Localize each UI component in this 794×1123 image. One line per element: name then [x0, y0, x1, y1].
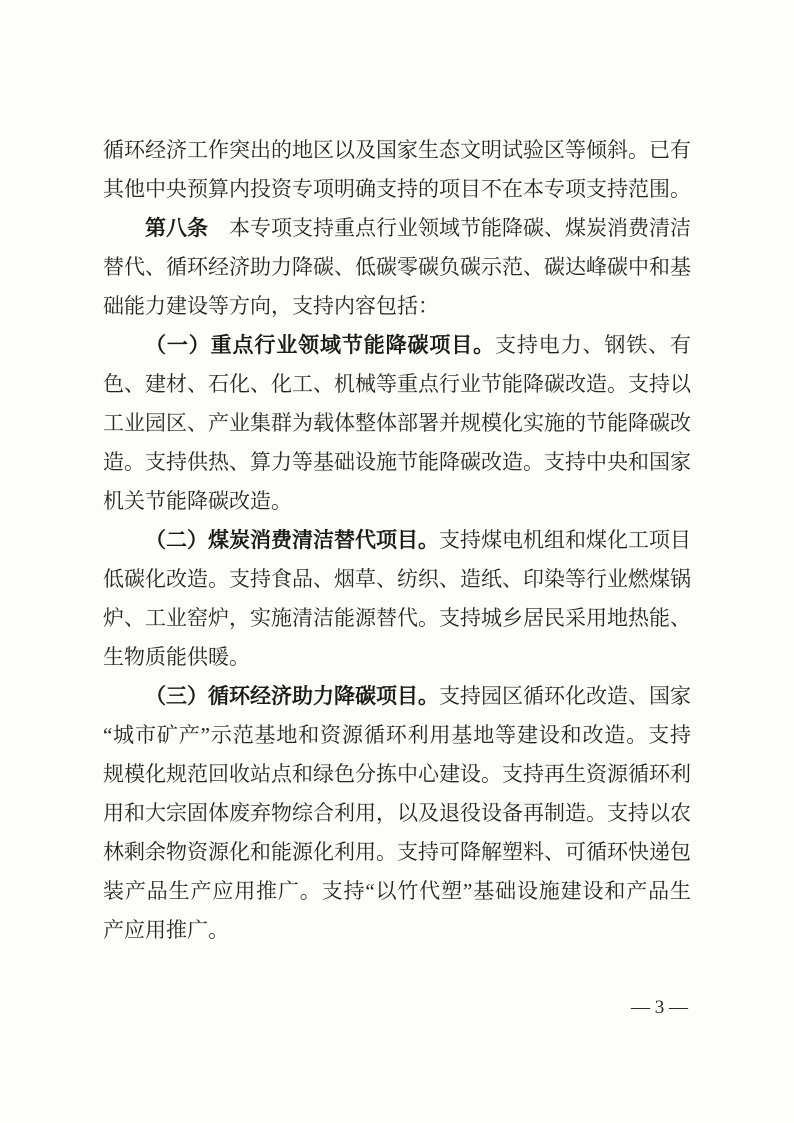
text-run: “城市矿产”示范基地和资源循环利用基地等建设和改造。支持 — [103, 723, 691, 747]
text-line — [103, 716, 691, 755]
heading-run: 第八条 — [145, 216, 208, 240]
text-run: 本专项支持重点行业领域节能降碳、煤炭消费清洁 — [229, 216, 691, 240]
text-line — [103, 326, 691, 365]
text-line — [103, 131, 691, 170]
text-run: 低碳化改造。支持食品、烟草、纺织、造纸、印染等行业燃煤锅 — [103, 567, 691, 591]
text-line — [103, 638, 691, 677]
heading-run: （二）煤炭消费清洁替代项目。 — [145, 528, 439, 552]
text-line — [103, 911, 691, 950]
text-run: 机关节能降碳改造。 — [103, 489, 292, 513]
text-line — [103, 404, 691, 443]
text-line — [103, 443, 691, 482]
document-body — [103, 131, 691, 950]
text-run: 支持园区循环化改造、国家 — [439, 684, 691, 708]
text-line — [103, 833, 691, 872]
text-run: 色、建材、石化、化工、机械等重点行业节能降碳改造。支持以 — [103, 372, 691, 396]
para-item-2 — [103, 521, 691, 677]
text-run: 支持煤电机组和煤化工项目 — [439, 528, 691, 552]
text-line — [103, 794, 691, 833]
text-run: 装产品生产应用推广。支持“以竹代塑”基础设施建设和产品生 — [103, 879, 691, 903]
text-line — [103, 209, 691, 248]
text-line — [103, 755, 691, 794]
text-line — [103, 365, 691, 404]
text-run: 替代、循环经济助力降碳、低碳零碳负碳示范、碳达峰碳中和基 — [103, 255, 691, 279]
text-run: 用和大宗固体废弃物综合利用，以及退役设备再制造。支持以农 — [103, 801, 691, 825]
text-line — [103, 599, 691, 638]
text-run: 生物质能供暖。 — [103, 645, 250, 669]
para-continuation — [103, 131, 691, 209]
text-run: 林剩余物资源化和能源化利用。支持可降解塑料、可循环快递包 — [103, 840, 691, 864]
text-line — [103, 872, 691, 911]
text-line — [103, 287, 691, 326]
para-item-1 — [103, 326, 691, 521]
text-line — [103, 677, 691, 716]
para-article-8 — [103, 209, 691, 326]
text-run: 造。支持供热、算力等基础设施节能降碳改造。支持中央和国家 — [103, 450, 691, 474]
text-line — [103, 248, 691, 287]
text-line — [103, 170, 691, 209]
text-run: 炉、工业窑炉，实施清洁能源替代。支持城乡居民采用地热能、 — [103, 606, 691, 630]
text-run: 支持电力、钢铁、有 — [495, 333, 691, 357]
text-run: 其他中央预算内投资专项明确支持的项目不在本专项支持范围。 — [103, 177, 691, 201]
text-run: 工业园区、产业集群为载体整体部署并规模化实施的节能降碳改 — [103, 411, 691, 435]
text-run: 循环经济工作突出的地区以及国家生态文明试验区等倾斜。已有 — [103, 138, 691, 162]
page-number: — 3 — — [631, 997, 688, 1018]
text-run: 规模化规范回收站点和绿色分拣中心建设。支持再生资源循环利 — [103, 762, 691, 786]
heading-run: （三）循环经济助力降碳项目。 — [145, 684, 439, 708]
heading-run: （一）重点行业领域节能降碳项目。 — [145, 333, 495, 357]
text-run: 产应用推广。 — [103, 918, 229, 942]
text-run: 础能力建设等方向，支持内容包括： — [103, 294, 439, 318]
text-line — [103, 560, 691, 599]
para-item-3 — [103, 677, 691, 950]
text-line — [103, 521, 691, 560]
text-line — [103, 482, 691, 521]
